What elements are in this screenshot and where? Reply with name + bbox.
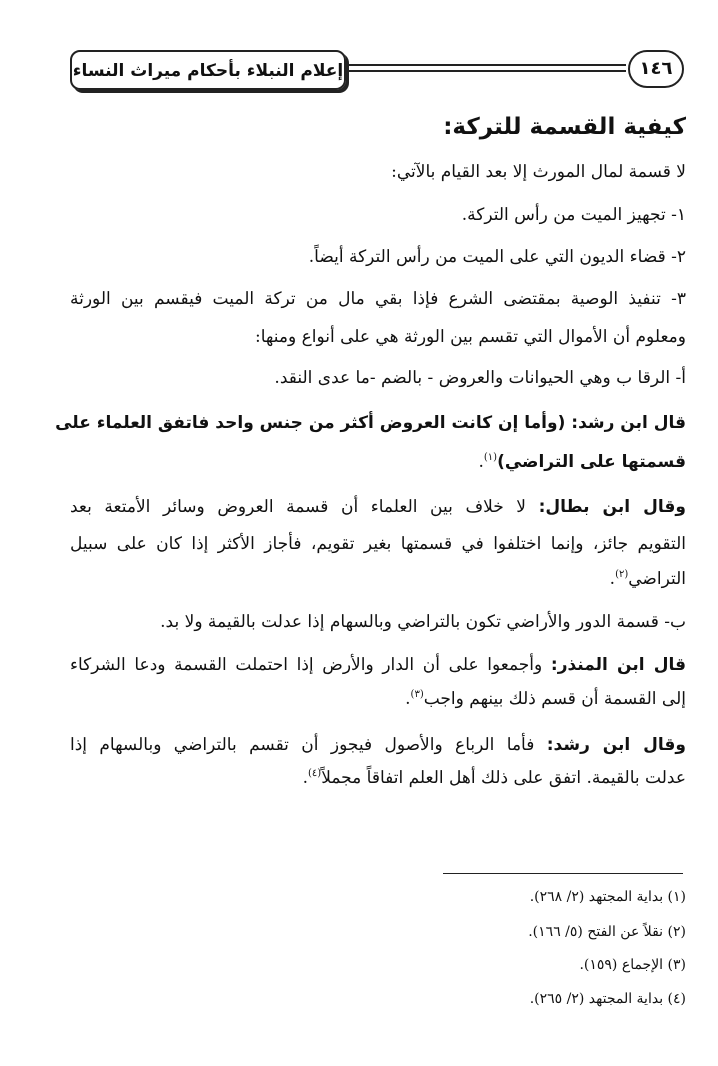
body-line: قال ابن المنذر: وأجمعوا على أن الدار والأرض إذا احتملت القسمة ودعا الشركاء [70,655,686,675]
running-title: إعلام النبلاء بأحكام ميراث النساء [70,50,346,90]
body-line: ومعلوم أن الأموال التي تقسم بين الورثة هي على أنواع ومنها: [254,327,686,347]
footnote-separator [443,873,683,874]
body-line: عدلت بالقيمة. اتفق على ذلك أهل العلم اتفاقاً مجملاً$^{(٤)}$. [302,768,686,788]
body-line: ٣- تنفيذ الوصية بمقتضى الشرع فإذا بقي مال من تركة الميت فيقسم بين الورثة [70,289,686,309]
body-line: وقال ابن رشد: فأما الرباع والأصول فيجوز أن تقسم بالتراضي وبالسهام إذا [70,735,686,755]
body-line: ب- قسمة الدور والأراضي تكون بالتراضي وبالسهام إذا عدلت بالقيمة ولا بد. [160,612,686,632]
body-line: وقال ابن بطال: لا خلاف بين العلماء أن قسمة العروض وسائر الأمتعة بعد [70,497,686,517]
body-line: لا قسمة لمال المورث إلا بعد القيام بالآتي: [391,162,686,182]
footnote: (٤) بداية المجتهد (٢/ ٢٦٥). [529,991,686,1007]
footnote: (١) بداية المجتهد (٢/ ٢٦٨). [529,889,686,905]
body-line: قال ابن رشد: (وأما إن كانت العروض أكثر من جنس واحد فاتفق العلماء على [55,413,686,433]
body-line: التراضي$^{(٢)}$. [609,569,686,589]
section-heading: كيفية القسمة للتركة: [443,114,686,140]
body-line: ٢- قضاء الديون التي على الميت من رأس التركة أيضاً. [308,247,686,267]
page-number: ١٤٦ [628,50,684,88]
body-line: أ- الرقا ب وهي الحيوانات والعروض - بالضم -ما عدى النقد. [274,368,686,388]
page-header [70,50,684,94]
header-rule [348,64,626,72]
footnote: (٢) نقلاً عن الفتح (٥/ ١٦٦). [528,924,686,940]
body-line: قسمتها على التراضي)$^{(١)}$. [478,452,686,472]
body-line: التقويم جائز، وإنما اختلفوا في قسمتها بغير تقويم، فأجاز الأكثر إذا كان على سبيل [70,534,686,554]
footnote: (٣) الإجماع (١٥٩). [579,957,686,973]
body-line: ١- تجهيز الميت من رأس التركة. [461,205,686,225]
body-line: إلى القسمة أن قسم ذلك بينهم واجب$^{(٣)}$. [405,689,686,709]
